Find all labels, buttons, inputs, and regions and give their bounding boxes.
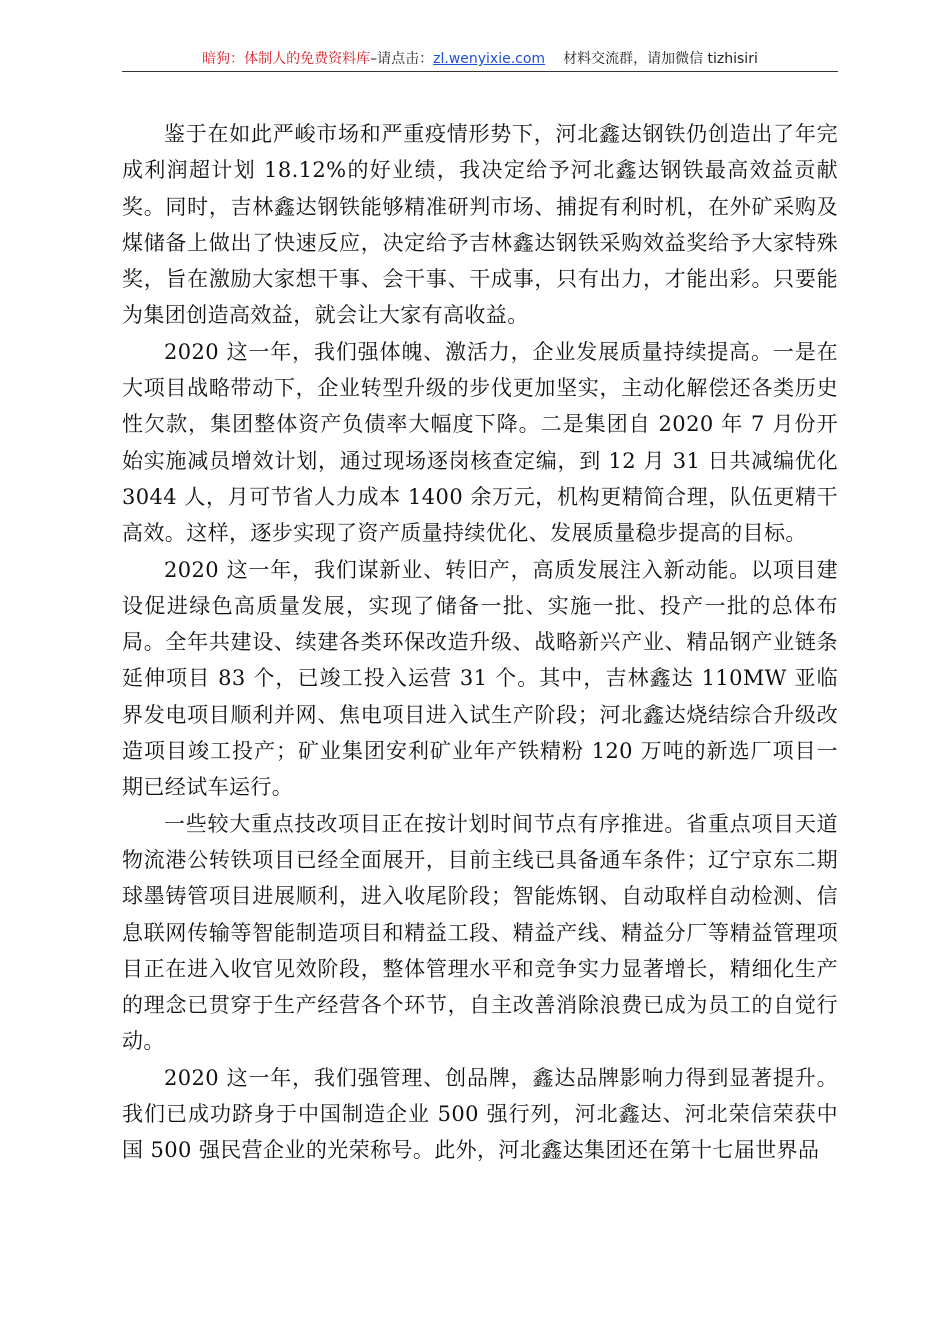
paragraph-awards: 鉴于在如此严峻市场和严重疫情形势下，河北鑫达钢铁仍创造出了年完成利润超计划 18.12%的好业绩，我决定给予河北鑫达钢铁最高效益贡献奖。同时，吉林鑫达钢铁能够精准研判市场、捕捉有利时机，在外矿采购及煤储备上做出了快速反应，决定给予吉林鑫达钢铁采购效益奖给予大家特殊奖，旨在激励大家想干事、会干事、干成事，只有出力，才能出彩。只要能为集团创造高效益，就会让大家有高收益。 bbox=[122, 122, 838, 328]
document-body bbox=[122, 116, 838, 1169]
paragraph-quality: 2020 这一年，我们强体魄、激活力，企业发展质量持续提高。一是在大项目战略带动下，企业转型升级的步伐更加坚实，主动化解偿还各类历史性欠款，集团整体资产负债率大幅度下降。二是集团自 2020 年 7 月份开始实施减员增效计划，通过现场逐岗核查定编，到 12 月 31 日共减编优化 3044 人，月可节省人力成本 1400 余万元，机构更精简合理，队伍更精干高效。这样，逐步实现了资产质量持续优化、发展质量稳步提高的目标。 bbox=[122, 339, 838, 546]
page-header bbox=[122, 48, 838, 70]
header-link[interactable]: zl.wenyixie.com bbox=[433, 51, 546, 67]
paragraph-projects: 2020 这一年，我们谋新业、转旧产，高质发展注入新动能。以项目建设促进绿色高质量发展，实现了储备一批、实施一批、投产一批的总体布局。全年共建设、续建各类环保改造升级、战略新兴产业、精品钢产业链条延伸项目 83 个，已竣工投入运营 31 个。其中，吉林鑫达 110MW 亚临界发电项目顺利并网、焦电项目进入试生产阶段；河北鑫达烧结综合升级改造项目竣工投产；矿业集团安利矿业年产铁精粉 120 万吨的新选厂项目一期已经试车运行。 bbox=[122, 557, 838, 800]
paragraph-key-projects: 一些较大重点技改项目正在按计划时间节点有序推进。省重点项目天道物流港公转铁项目已经全面展开，目前主线已具备通车条件；辽宁京东二期球墨铸管项目进展顺利，进入收尾阶段；智能炼钢、自动取样自动检测、信息联网传输等智能制造项目和精益工段、精益产线、精益分厂等精益管理项目正在进入收官见效阶段，整体管理水平和竞争实力显著增长，精细化生产的理念已贯穿于生产经营各个环节，自主改善消除浪费已成为员工的自觉行动。 bbox=[122, 811, 838, 1054]
header-prompt: –请点击： bbox=[370, 51, 434, 67]
header-divider bbox=[122, 71, 838, 72]
paragraph-brand: 2020 这一年，我们强管理、创品牌，鑫达品牌影响力得到显著提升。我们已成功跻身于中国制造企业 500 强行列，河北鑫达、河北荣信荣获中国 500 强民营企业的光荣称号。此外，河北鑫达集团还在第十七届世界品 bbox=[122, 1065, 838, 1163]
header-brand[interactable]: 暗狗：体制人的免费资料库 bbox=[202, 51, 371, 67]
header-contact: 材料交流群，请加微信 tizhisiri bbox=[563, 51, 758, 67]
